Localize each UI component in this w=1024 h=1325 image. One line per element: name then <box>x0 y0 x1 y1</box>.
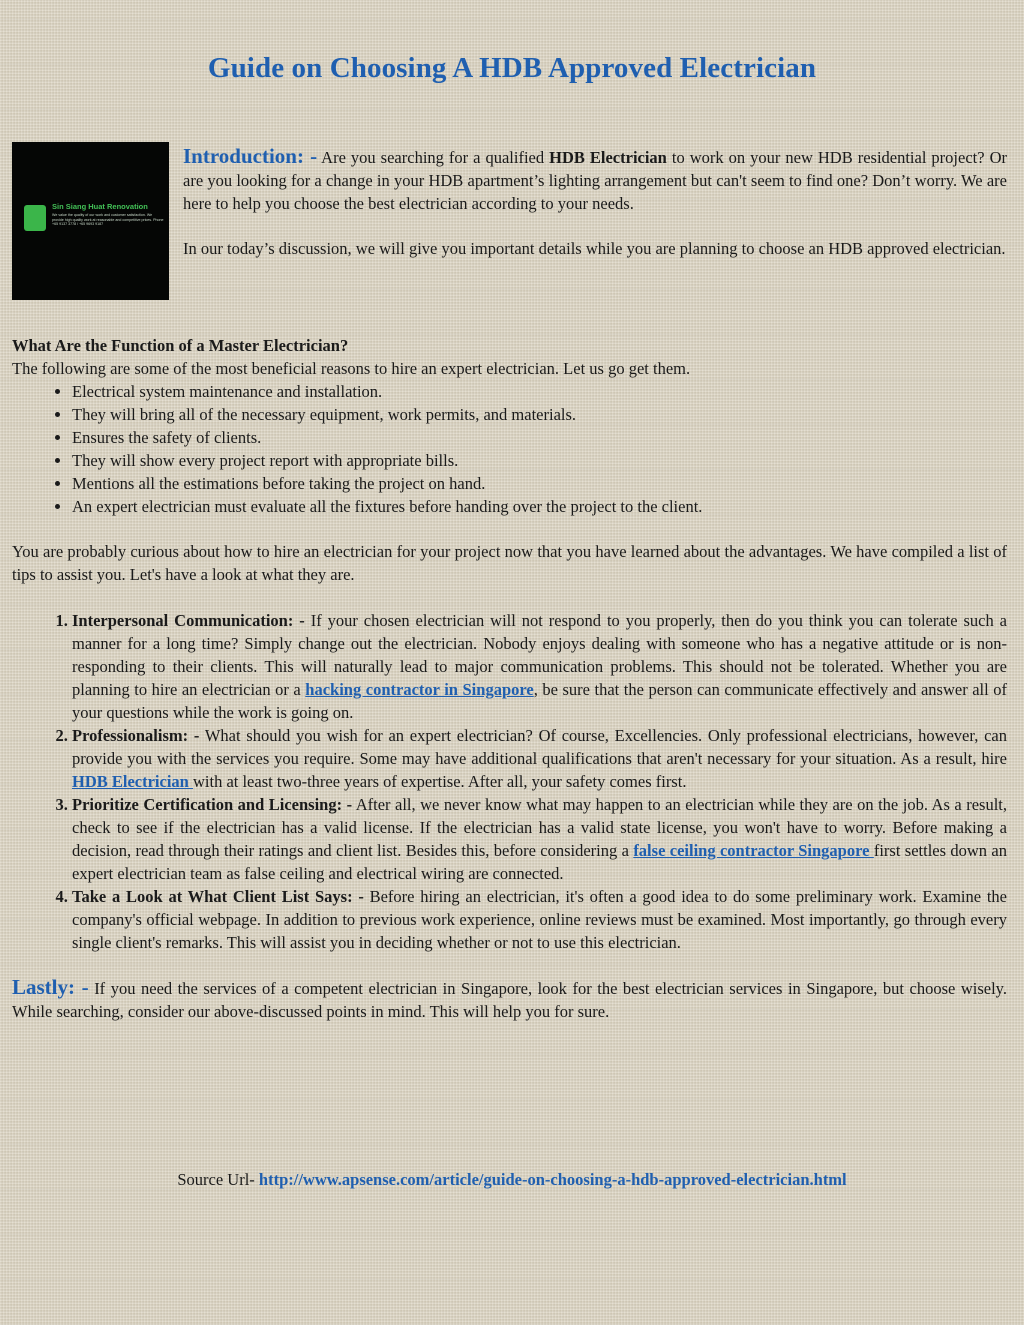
source-label: Source Url- <box>177 1170 259 1189</box>
tip-heading: Interpersonal Communication: - <box>72 611 305 630</box>
tips-list <box>12 609 1007 954</box>
list-item: • Ensures the safety of clients. <box>72 426 1007 449</box>
tip-text-after: , be sure that the person can communicate effectively and answer all of your questions while the work is going on. <box>72 680 1007 722</box>
lastly-text: If you need the services of a competent electrician in Singapore, look for the best electrician services in Singapore, but choose wisely. While searching, consider our above-discussed points in mind. This will help you for sure. <box>12 979 1007 1021</box>
source-url-link[interactable]: http://www.apsense.com/article/guide-on-choosing-a-hdb-approved-electrician.html <box>258 1170 847 1189</box>
tip-text-after: with at least two-three years of expertise. After all, your safety comes first. <box>192 772 687 791</box>
logo-emblem-icon <box>24 205 46 231</box>
tip-heading: Take a Look at What Client List Says: - <box>72 887 364 906</box>
tip-item <box>72 724 1007 793</box>
list-item: • They will show every project report with appropriate bills. <box>72 449 1007 472</box>
tip-item <box>72 609 1007 724</box>
list-item: • They will bring all of the necessary equipment, work permits, and materials. <box>72 403 1007 426</box>
tip-text: If your chosen electrician will not respond to you properly, then do you think you can tolerate such a manner for a long time? Simply change out the electrician. Nobody enjoys dealing with someone who has a negative attitude or is non-responding to their clients. This will naturally lead to major communication problems. This should not be tolerated. Whether you are planning to hire an electrician or a <box>72 611 1008 699</box>
false-ceiling-contractor-link[interactable]: false ceiling contractor Singapore <box>633 841 874 860</box>
intro-text-before: Are you searching for a qualified <box>317 148 550 167</box>
section-lead: The following are some of the most beneficial reasons to hire an expert electrician. Let us go get them. <box>12 359 691 378</box>
hacking-contractor-link[interactable]: hacking contractor in Singapore <box>305 680 534 699</box>
section-heading: What Are the Function of a Master Electrician? <box>12 336 349 355</box>
intro-text-after: to work on your new HDB residential project? Or are you looking for a change in your HDB apartment’s lighting arrangement but can't seem to find one? Don’t worry. We are here to help you choose the best electrician according to your needs. <box>183 148 1007 213</box>
main-content <box>12 334 1007 1023</box>
source-line <box>0 1170 1024 1190</box>
tip-text: After all, we never know what may happen to an electrician while they are on the job. As a result, check to see if the electrician has a valid license. If the electrician has a valid state license, you won't have to worry. Before making a decision, read through their ratings and client list. Besides this, before considering a <box>72 795 1007 860</box>
transition-paragraph: You are probably curious about how to hire an electrician for your project now that you have learned about the advantages. We have compiled a list of tips to assist you. Let's have a look at what they are. <box>12 542 1007 584</box>
page-title: Guide on Choosing A HDB Approved Electrician <box>207 52 817 84</box>
intro-bold-term: HDB Electrician <box>549 148 667 167</box>
list-item: • Mentions all the estimations before taking the project on hand. <box>72 472 1007 495</box>
lastly-label: Lastly: - <box>12 975 89 999</box>
intro-label: Introduction: - <box>183 144 318 168</box>
tip-text: Before hiring an electrician, it's often a good idea to do some preliminary work. Examine the company's official webpage. In addition to previous work experience, online reviews must be examined. Most importantly, go through every single client's remarks. This will assist you in deciding whether or not to use this electrician. <box>72 887 1007 952</box>
intro-paragraph-2: In our today’s discussion, we will give you important details while you are planning to choose an HDB approved electrician. <box>183 239 1006 258</box>
logo-company-name: Sin Siang Huat Renovation <box>52 202 148 211</box>
tip-heading: Prioritize Certification and Licensing: - <box>72 795 353 814</box>
tip-item <box>72 793 1007 885</box>
intro-paragraph-1 <box>183 145 1007 215</box>
company-logo <box>12 142 169 300</box>
logo-tagline: We value the quality of our work and customer satisfaction. We provide high quality work at reasonable and competitive prices. Phone +65 9137 3778 / +65 9693 9187 <box>52 213 164 227</box>
hdb-electrician-link[interactable]: HDB Electrician <box>72 772 193 791</box>
tip-text: What should you wish for an expert electrician? Of course, Excellencies. Only professional electricians, however, can provide you with the services you require. Some may have additional qualifications that aren't necessary for your situation. As a result, hire <box>72 726 1007 768</box>
tip-text-after: first settles down an expert electrician team as false ceiling and electrical wiring are connected. <box>72 841 1008 883</box>
list-item: • Electrical system maintenance and installation. <box>72 380 1007 403</box>
list-item: • An expert electrician must evaluate all the fixtures before handing over the project to the client. <box>72 495 1007 518</box>
conclusion-paragraph <box>12 976 1007 1023</box>
benefits-list <box>12 380 1007 518</box>
tip-item <box>72 885 1007 954</box>
introduction-section <box>183 145 1007 282</box>
tip-heading: Professionalism: - <box>72 726 200 745</box>
